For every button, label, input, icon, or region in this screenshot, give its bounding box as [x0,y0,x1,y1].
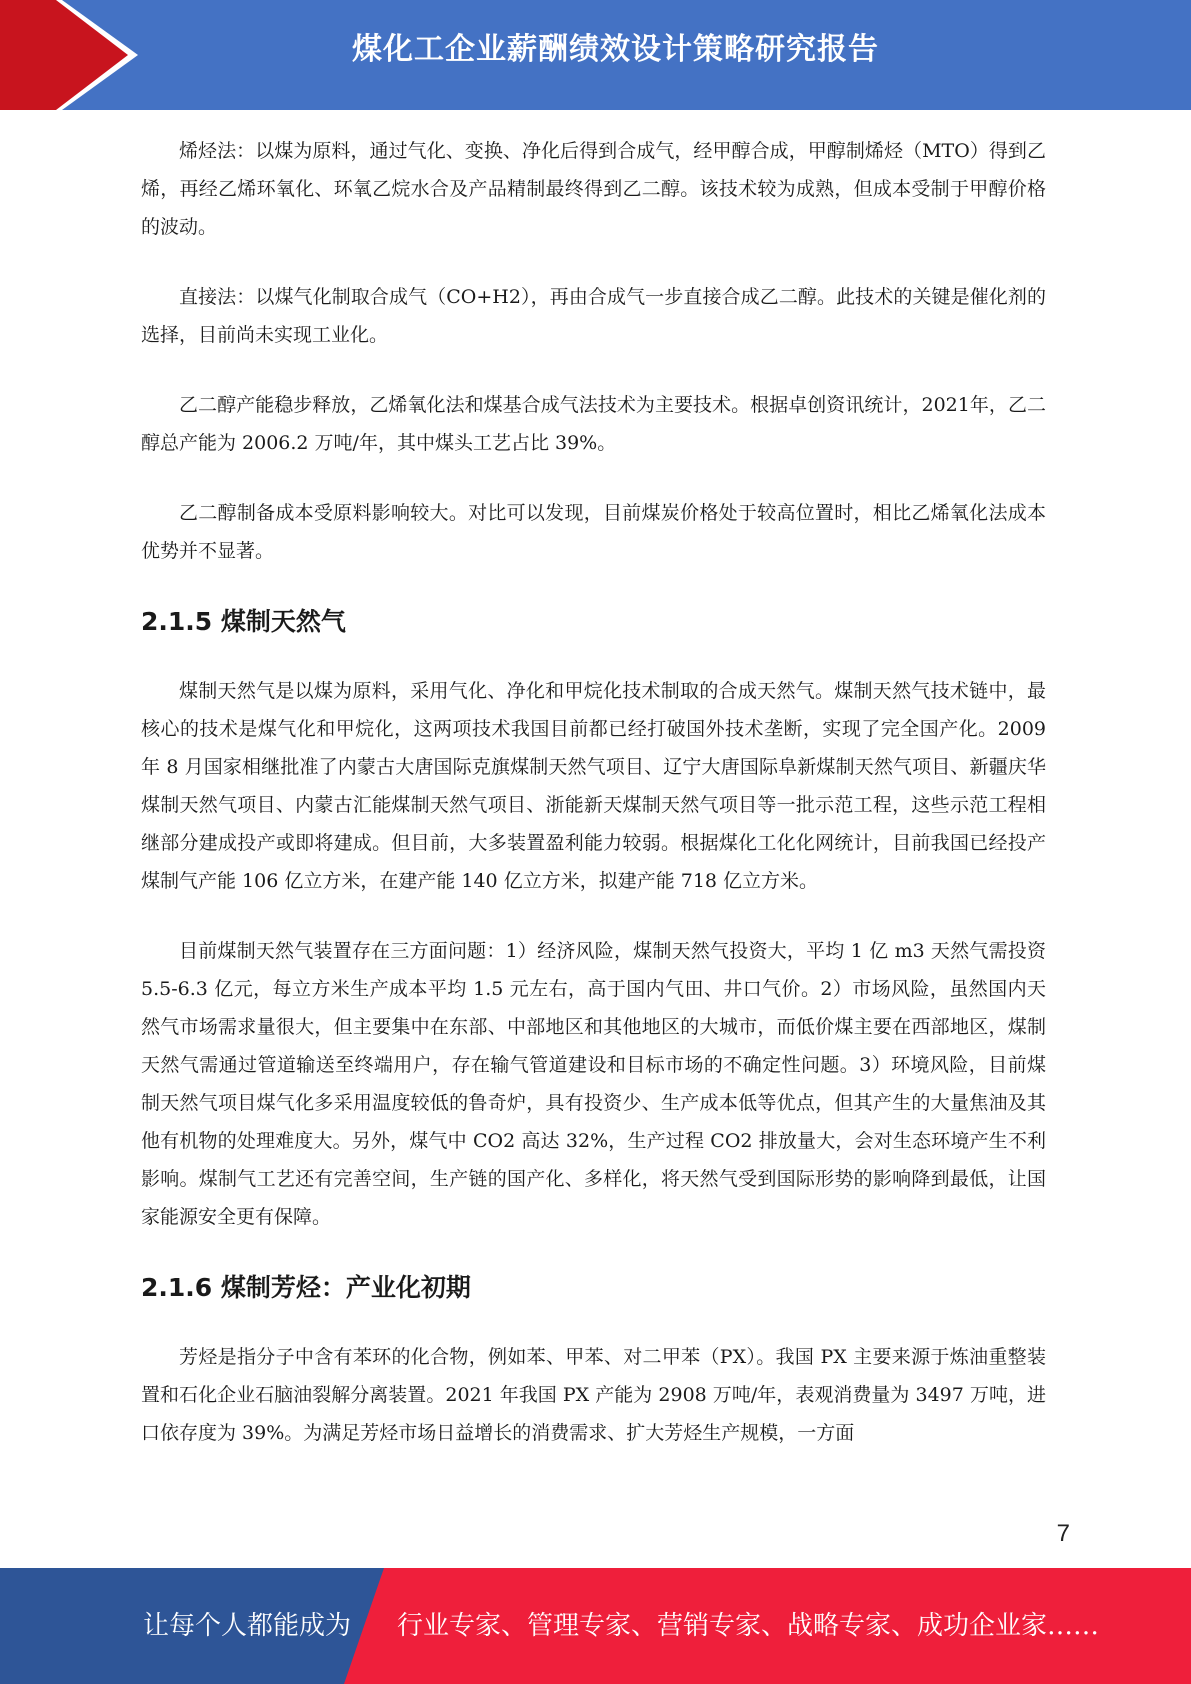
footer-slogan-right: 行业专家、管理专家、营销专家、战略专家、成功企业家…… [397,1611,1100,1641]
paragraph-coal-to-gas-issues: 目前煤制天然气装置存在三方面问题：1）经济风险，煤制天然气投资大，平均 1 亿 m3 天然气需投资 5.5-6.3 亿元，每立方米生产成本平均 1.5 元左右，高于国内气田、井口气价。2）市场风险，虽然国内天然气市场需求量很大，但主要集中在东部、中部地区和其他地区的大城市，而低价煤主要在西部地区，煤制天然气需通过管道输送至终端用户，存在输气管道建设和目标市场的不确定性问题。3）环境风险，目前煤制天然气项目煤气化多采用温度较低的鲁奇炉，具有投资少、生产成本低等优点，但其产生的大量焦油及其他有机物的处理难度大。另外，煤气中 CO2 高达 32%，生产过程 CO2 排放量大，会对生态环境产生不利影响。煤制气工艺还有完善空间，生产链的国产化、多样化，将天然气受到国际形势的影响降到最低，让国家能源安全更有保障。 [141,940,1046,1228]
paragraph-olefin-method: 烯烃法：以煤为原料，通过气化、变换、净化后得到合成气，经甲醇合成，甲醇制烯烃（MTO）得到乙烯，再经乙烯环氧化、环氧乙烷水合及产品精制最终得到乙二醇。该技术较为成熟，但成本受制于甲醇价格的波动。 [141,140,1046,238]
section-heading-coal-to-aromatics: 2.1.6 煤制芳烃：产业化初期 [141,1273,471,1302]
paragraph-glycol-cost: 乙二醇制备成本受原料影响较大。对比可以发现，目前煤炭价格处于较高位置时，相比乙烯氧化法成本优势并不显著。 [141,502,1046,562]
section-heading-coal-to-gas: 2.1.5 煤制天然气 [141,607,346,636]
paragraph-aromatics-overview: 芳烃是指分子中含有苯环的化合物，例如苯、甲苯、对二甲苯（PX）。我国 PX 主要来源于炼油重整装置和石化企业石脑油裂解分离装置。2021 年我国 PX 产能为 2908 万吨/年，表观消费量为 3497 万吨，进口依存度为 39%。为满足芳烃市场日益增长的消费需求、扩大芳烃生产规模，一方面 [141,1346,1046,1444]
paragraph-coal-to-gas-overview: 煤制天然气是以煤为原料，采用气化、净化和甲烷化技术制取的合成天然气。煤制天然气技术链中，最核心的技术是煤气化和甲烷化，这两项技术我国目前都已经打破国外技术垄断，实现了完全国产化。2009 年 8 月国家相继批准了内蒙古大唐国际克旗煤制天然气项目、辽宁大唐国际阜新煤制天然气项目、新疆庆华煤制天然气项目、内蒙古汇能煤制天然气项目、浙能新天煤制天然气项目等一批示范工程，这些示范工程相继部分建成投产或即将建成。但目前，大多装置盈利能力较弱。根据煤化工化化网统计，目前我国已经投产煤制气产能 106 亿立方米，在建产能 140 亿立方米，拟建产能 718 亿立方米。 [141,680,1046,892]
report-title: 煤化工企业薪酬绩效设计策略研究报告 [352,32,879,67]
paragraph-glycol-capacity: 乙二醇产能稳步释放，乙烯氧化法和煤基合成气法技术为主要技术。根据卓创资讯统计，2021年，乙二醇总产能为 2006.2 万吨/年，其中煤头工艺占比 39%。 [141,394,1046,454]
footer-slogan-left: 让每个人都能成为 [143,1611,352,1641]
page-header [0,0,1191,110]
paragraph-direct-method: 直接法：以煤气化制取合成气（CO+H2），再由合成气一步直接合成乙二醇。此技术的关键是催化剂的选择，目前尚未实现工业化。 [141,286,1046,346]
page-number: 7 [1056,1520,1070,1547]
page-footer [0,1568,1191,1684]
document-body [141,132,1046,1484]
